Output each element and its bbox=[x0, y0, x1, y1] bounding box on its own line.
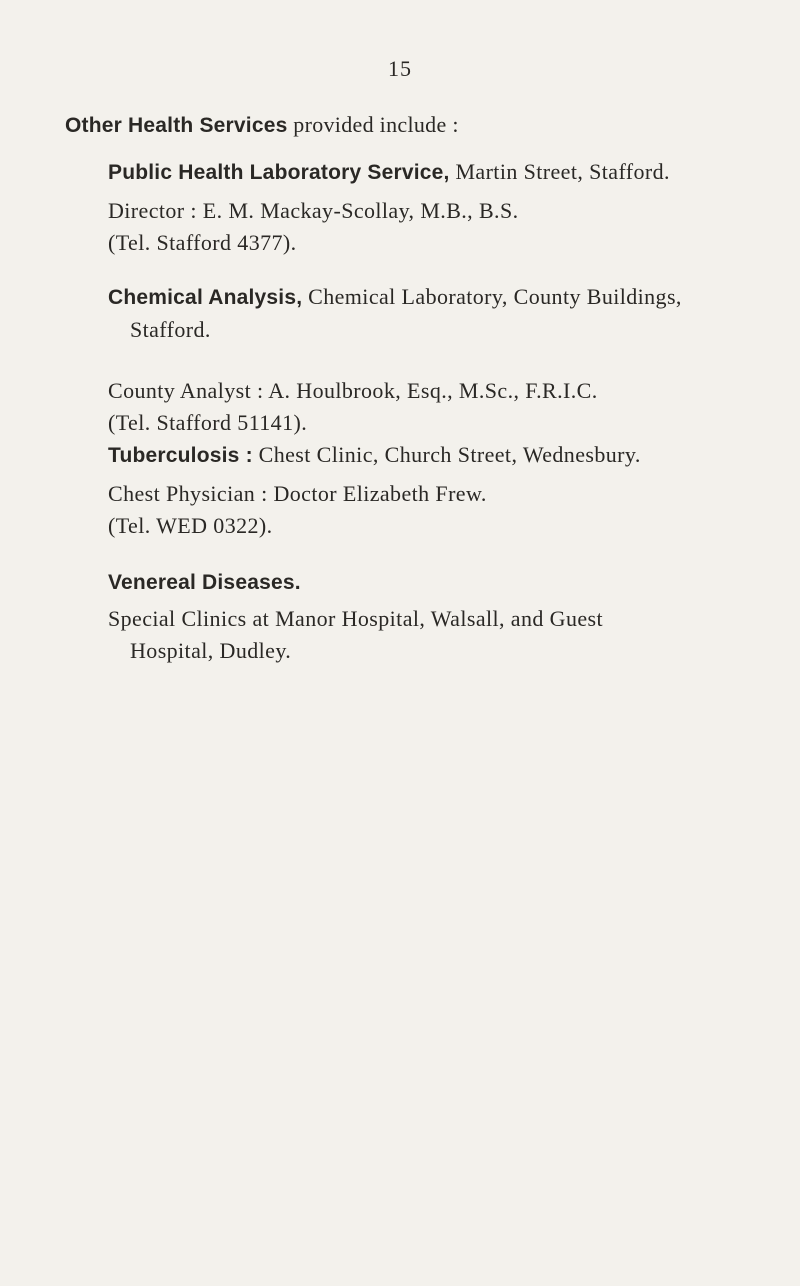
intro-text: provided include : bbox=[293, 112, 459, 137]
public-health-lab-heading-line bbox=[108, 156, 748, 189]
chemical-analysis-address-line1: Chemical Laboratory, County Buildings, bbox=[308, 284, 682, 309]
venereal-diseases-text-line1: Special Clinics at Manor Hospital, Walsall, and Guest bbox=[108, 606, 603, 631]
chemical-analysis-heading-line bbox=[108, 281, 748, 314]
venereal-diseases-heading-text: Venereal Diseases. bbox=[108, 571, 301, 594]
tuberculosis-address: Chest Clinic, Church Street, Wednesbury. bbox=[258, 442, 641, 467]
section-public-health-laboratory bbox=[108, 156, 748, 259]
tuberculosis-tel: (Tel. WED 0322). bbox=[108, 513, 273, 538]
section-venereal-diseases bbox=[108, 566, 748, 667]
section-tuberculosis bbox=[108, 439, 748, 542]
venereal-diseases-text-line2: Hospital, Dudley. bbox=[130, 638, 292, 663]
tuberculosis-physician: Chest Physician : Doctor Elizabeth Frew. bbox=[108, 481, 487, 506]
intro-line bbox=[65, 112, 459, 138]
tuberculosis-heading-line bbox=[108, 439, 748, 472]
chemical-analysis-tel: (Tel. Stafford 51141). bbox=[108, 410, 308, 435]
section-chemical-analysis bbox=[108, 281, 748, 439]
public-health-lab-tel: (Tel. Stafford 4377). bbox=[108, 230, 297, 255]
chemical-analysis-analyst: County Analyst : A. Houlbrook, Esq., M.Sc., F.R.I.C. bbox=[108, 378, 598, 403]
public-health-lab-heading: Public Health Laboratory Service, bbox=[108, 161, 450, 184]
intro-heading: Other Health Services bbox=[65, 114, 288, 137]
chemical-analysis-address-line2: Stafford. bbox=[130, 317, 211, 342]
chemical-analysis-heading: Chemical Analysis, bbox=[108, 286, 303, 309]
venereal-diseases-heading bbox=[108, 566, 748, 599]
public-health-lab-address: Martin Street, Stafford. bbox=[455, 159, 670, 184]
tuberculosis-heading: Tuberculosis : bbox=[108, 444, 253, 467]
public-health-lab-director: Director : E. M. Mackay-Scollay, M.B., B.S. bbox=[108, 198, 519, 223]
page-number: 15 bbox=[388, 56, 412, 81]
